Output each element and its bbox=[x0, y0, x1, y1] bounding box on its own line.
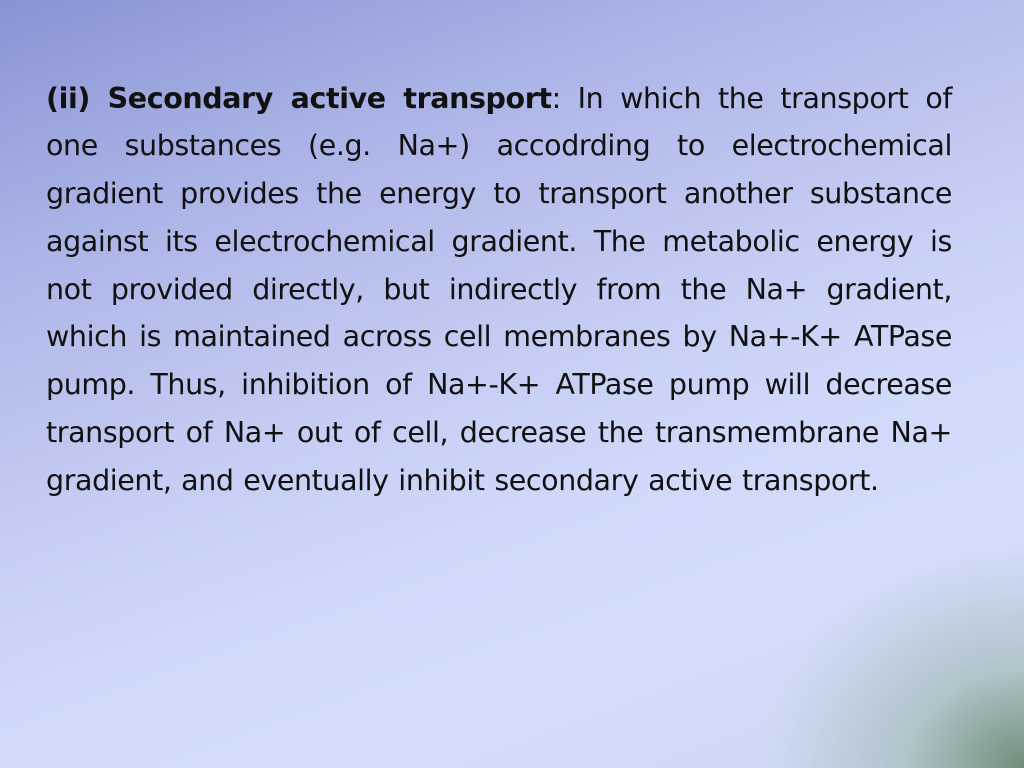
slide-body-text: : In which the transport of one substances (e.g. Na+) accodrding to electrochemical gradient provides the energy to transport another substance against its electrochemical gradient. The metabolic energy is not provided directly, but indirectly from the Na+ gradient, which is maintained across cell membranes by Na+-K+ ATPase pump. Thus, inhibition of Na+-K+ ATPase pump will decrease transport of Na+ out of cell, decrease the transmembrane Na+ gradient, and eventually inhibit secondary active transport. bbox=[46, 81, 952, 497]
slide-paragraph bbox=[46, 75, 952, 505]
slide-heading: (ii) Secondary active transport bbox=[46, 81, 552, 115]
